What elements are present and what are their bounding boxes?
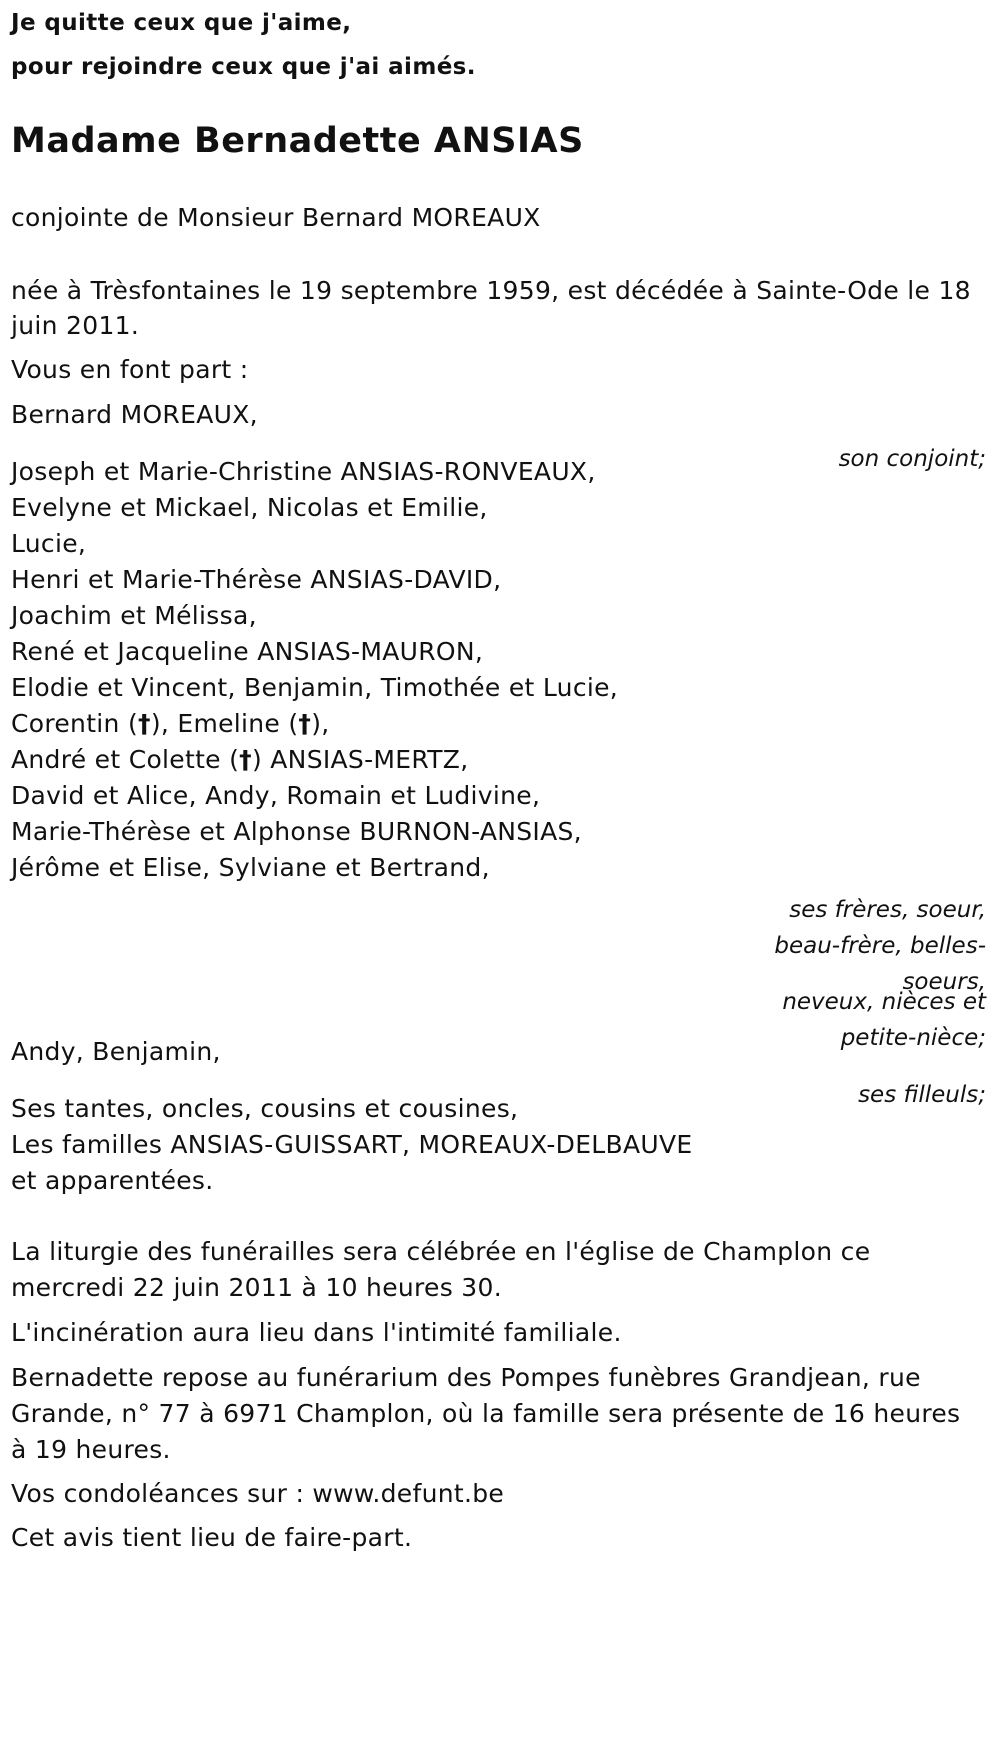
siblings-line-5: Joachim et Mélissa, — [11, 601, 257, 630]
extended-family-line-3: et apparentées. — [11, 1166, 214, 1195]
siblings-relation-1: ses frères, soeur, beau-frère, belles-soeurs, — [774, 897, 986, 995]
siblings-line-8-part-a: Corentin ( — [11, 709, 138, 738]
siblings-line-8-part-b: ), Emeline ( — [150, 709, 299, 738]
siblings-line-7: Elodie et Vincent, Benjamin, Timothée et Lucie, — [11, 673, 619, 702]
rest-line-3: à 19 heures. — [11, 1435, 171, 1464]
siblings-line-9-part-a: André et Colette ( — [11, 745, 240, 774]
siblings-line-8-part-c: ), — [311, 709, 330, 738]
spouse-line: conjointe de Monsieur Bernard MOREAUX — [11, 203, 541, 232]
godchildren: Andy, Benjamin, — [11, 1037, 221, 1066]
siblings-line-9-part-b: ) ANSIAS-MERTZ, — [251, 745, 469, 774]
siblings-line-2: Evelyne et Mickael, Nicolas et Emilie, — [11, 493, 488, 522]
cross-icon: † — [298, 709, 312, 738]
siblings-line-10: David et Alice, Andy, Romain et Ludivine, — [11, 781, 541, 810]
condolences-line: Vos condoléances sur : www.defunt.be — [11, 1479, 505, 1508]
siblings-line-11: Marie-Thérèse et Alphonse BURNON-ANSIAS, — [11, 817, 582, 846]
siblings-line-9 — [11, 740, 468, 780]
siblings-line-12: Jérôme et Elise, Sylviane et Bertrand, — [11, 853, 490, 882]
rest-line-1: Bernadette repose au funérarium des Pompes funèbres Grandjean, rue — [11, 1363, 921, 1392]
spouse-relation: son conjoint; — [838, 446, 986, 472]
cross-icon: † — [138, 709, 151, 738]
birth-death-line-2: juin 2011. — [11, 311, 140, 340]
cremation-notice: L'incinération aura lieu dans l'intimité familiale. — [11, 1318, 622, 1347]
siblings-line-1: Joseph et Marie-Christine ANSIAS-RONVEAUX, — [11, 457, 596, 486]
extended-family-line-1: Ses tantes, oncles, cousins et cousines, — [11, 1094, 519, 1123]
deceased-name: Madame Bernadette ANSIAS — [11, 121, 584, 161]
siblings-relation-2: neveux, nièces et petite-nièce; — [782, 989, 986, 1051]
epigraph-line-1: Je quitte ceux que j'aime, — [11, 10, 352, 36]
cross-icon: † — [239, 745, 252, 774]
siblings-line-8 — [11, 704, 330, 744]
rest-line-2: Grande, n° 77 à 6971 Champlon, où la famille sera présente de 16 heures — [11, 1399, 961, 1428]
godchildren-relation: ses filleuls; — [858, 1082, 986, 1108]
spouse-name: Bernard MOREAUX, — [11, 400, 258, 429]
extended-family-line-2: Les familles ANSIAS-GUISSART, MOREAUX-DELBAUVE — [11, 1130, 693, 1159]
birth-death-line-1: née à Trèsfontaines le 19 septembre 1959, est décédée à Sainte-Ode le 18 — [11, 276, 971, 305]
siblings-line-3: Lucie, — [11, 529, 87, 558]
liturgy-line-1: La liturgie des funérailles sera célébrée en l'église de Champlon ce — [11, 1237, 871, 1266]
siblings-line-4: Henri et Marie-Thérèse ANSIAS-DAVID, — [11, 565, 502, 594]
epigraph-line-2: pour rejoindre ceux que j'ai aimés. — [11, 54, 476, 80]
announcement: Vous en font part : — [11, 355, 249, 384]
siblings-line-6: René et Jacqueline ANSIAS-MAURON, — [11, 637, 484, 666]
notice-line: Cet avis tient lieu de faire-part. — [11, 1523, 413, 1552]
liturgy-line-2: mercredi 22 juin 2011 à 10 heures 30. — [11, 1273, 502, 1302]
